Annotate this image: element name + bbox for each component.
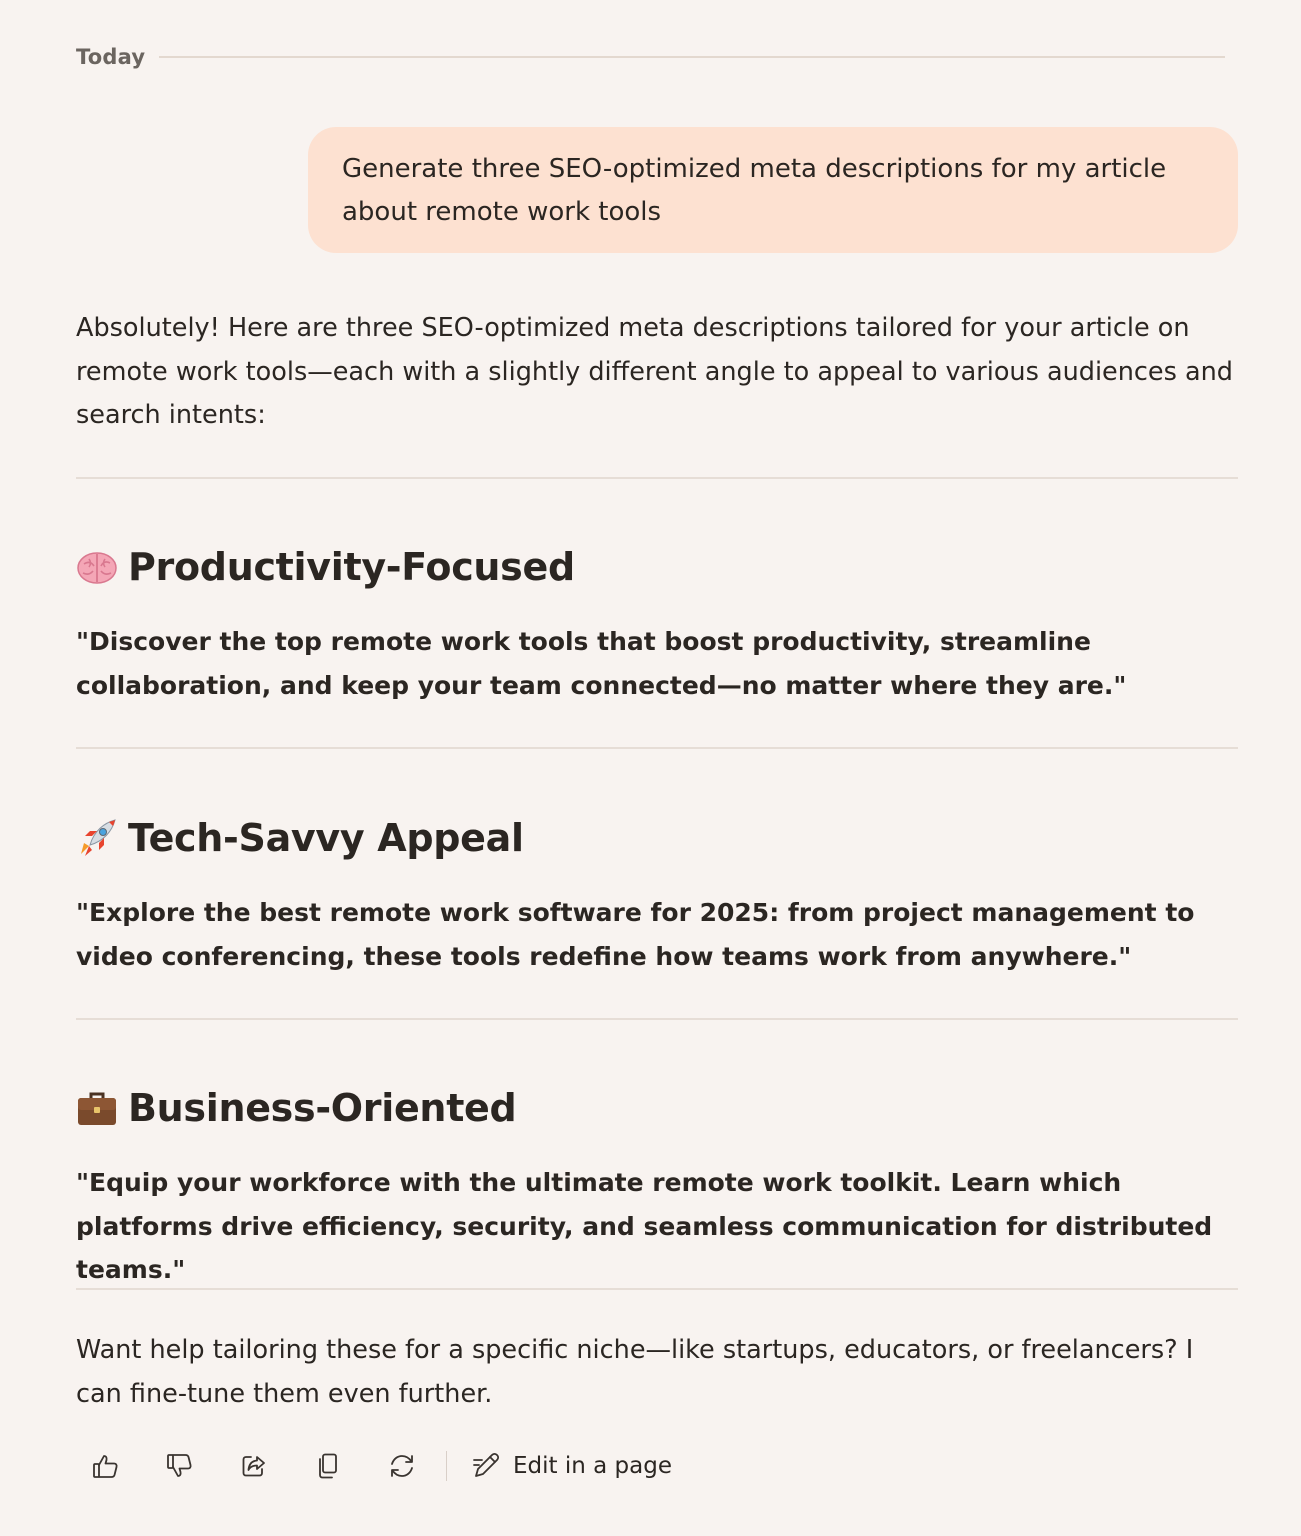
edit-pencil-icon [471, 1451, 501, 1481]
section-heading-productivity [76, 542, 575, 592]
copy-icon [313, 1451, 343, 1481]
section-heading-tech-savvy [76, 813, 524, 863]
section-divider [76, 1018, 1238, 1020]
brain-emoji-icon [76, 546, 118, 588]
edit-in-page-button[interactable] [471, 1451, 672, 1481]
share-icon [239, 1451, 269, 1481]
section-divider [76, 747, 1238, 749]
meta-description-quote: "Equip your workforce with the ultimate remote work toolkit. Learn which platforms drive efficiency, security, and seamless communication for distributed teams." [76, 1168, 1213, 1284]
section-title: Productivity-Focused [128, 545, 575, 589]
date-divider [76, 40, 1225, 74]
assistant-intro-text: Absolutely! Here are three SEO-optimized meta descriptions tailored for your article on remote work tools—each with a slightly different angle to appeal to various audiences and search intents: [76, 313, 1233, 430]
thumbs-down-icon [165, 1451, 195, 1481]
assistant-outro-text: Want help tailoring these for a specific niche—like startups, educators, or freelancers? I can fine-tune them even further. [76, 1335, 1194, 1409]
thumbs-down-button[interactable] [158, 1444, 202, 1488]
date-divider-line [159, 56, 1225, 58]
copy-button[interactable] [306, 1444, 350, 1488]
regenerate-button[interactable] [380, 1444, 424, 1488]
date-divider-label: Today [76, 45, 146, 69]
thumbs-up-icon [91, 1451, 121, 1481]
section-heading-business [76, 1083, 516, 1133]
section-divider [76, 1288, 1238, 1290]
user-message-bubble: Generate three SEO-optimized meta descriptions for my article about remote work tools [308, 127, 1238, 253]
share-button[interactable] [232, 1444, 276, 1488]
briefcase-emoji-icon [76, 1087, 118, 1129]
rocket-emoji-icon [76, 817, 118, 859]
action-separator [446, 1451, 447, 1481]
regenerate-icon [387, 1451, 417, 1481]
meta-description-quote: "Explore the best remote work software for 2025: from project management to video conferencing, these tools redefine how teams work from anywhere." [76, 898, 1195, 971]
meta-description-quote: "Discover the top remote work tools that boost productivity, streamline collaboration, and keep your team connected—no matter where they are." [76, 627, 1127, 700]
edit-in-page-label: Edit in a page [513, 1453, 672, 1479]
thumbs-up-button[interactable] [84, 1444, 128, 1488]
section-divider [76, 477, 1238, 479]
section-title: Business-Oriented [128, 1086, 517, 1130]
message-action-bar [84, 1443, 672, 1489]
section-title: Tech-Savvy Appeal [128, 816, 524, 860]
